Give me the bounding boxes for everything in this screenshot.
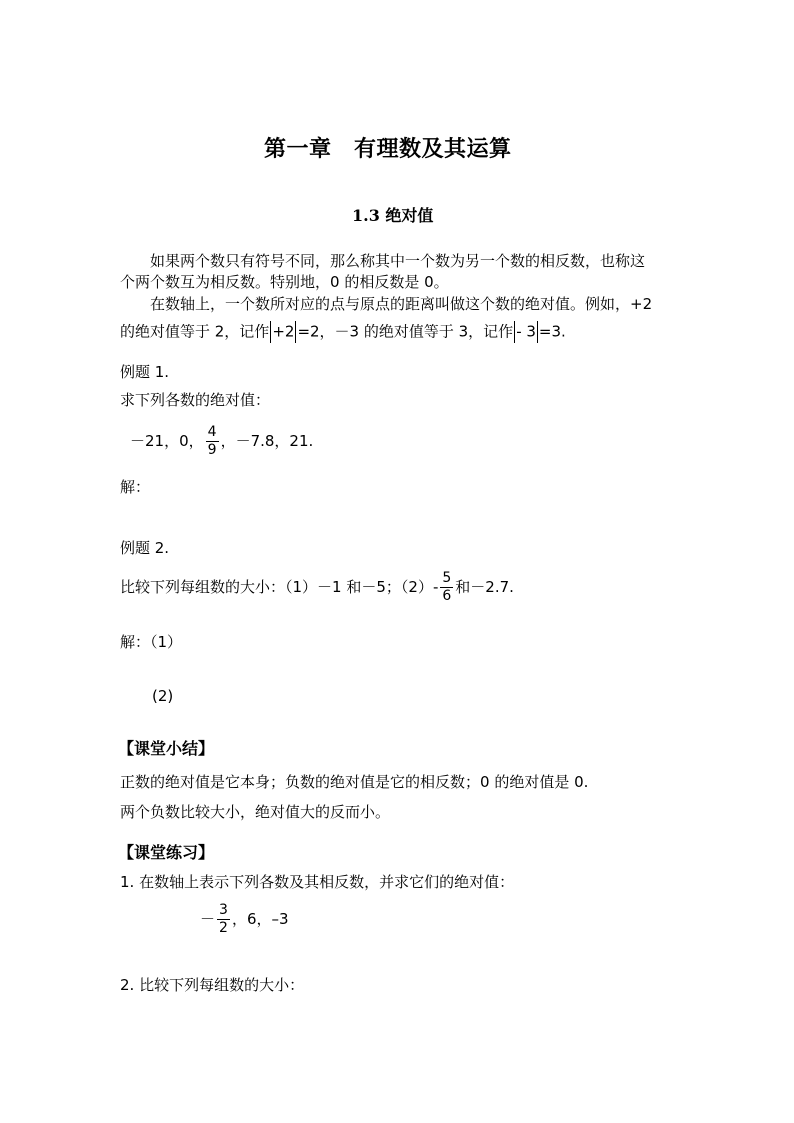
para2-text-b: =2，－3 的绝对值等于 3，记作 [297,322,514,341]
summary-heading: 【课堂小结】 [118,739,215,758]
practice-q1-items [200,902,289,937]
fraction-numerator: 3 [219,902,228,918]
practice-q1-rest: ，6，–3 [231,910,289,928]
fraction-numerator: 5 [442,570,452,586]
fraction [217,902,230,937]
example1-solution: 解： [120,478,151,496]
abs-value-2: - 3 [516,322,536,341]
fraction-denominator: 9 [207,442,217,458]
para1-line2: 个两个数互为相反数。特别地，0 的相反数是 0。 [120,273,449,291]
fraction [440,570,453,605]
fraction [206,424,219,459]
example2-prompt-b: 和－2.7. [455,578,514,596]
fraction-denominator: 2 [219,920,228,936]
summary-line1: 正数的绝对值是它本身；负数的绝对值是它的相反数；0 的绝对值是 0. [120,773,589,791]
para2-text-a: 的绝对值等于 2，记作 [120,322,270,341]
example1-label: 例题 1. [120,363,170,381]
minus-sign: － [200,910,216,928]
example1-items-a: －21，0， [130,432,204,450]
example2-solution-2: (2) [152,687,174,705]
practice-heading: 【课堂练习】 [118,843,215,862]
example2-prompt [120,570,514,605]
section-title: 1.3 绝对值 [352,206,434,225]
fraction-numerator: 4 [207,424,217,440]
example2-solution-1: 解：（1） [120,633,183,651]
chapter-title: 第一章 有理数及其运算 [264,136,512,162]
para2-text-c: =3. [538,322,566,341]
para2-line1: 在数轴上，一个数所对应的点与原点的距离叫做这个数的绝对值。例如，+2 [150,295,653,313]
fraction-denominator: 6 [442,588,452,604]
example1-items-b: ，－7.8，21. [220,432,314,450]
practice-q1: 1. 在数轴上表示下列各数及其相反数，并求它们的绝对值： [120,873,515,891]
example2-prompt-a: 比较下列每组数的大小：（1）－1 和－5；（2）- [120,578,439,596]
abs-bar-right [537,321,538,343]
abs-value-1: +2 [272,322,295,341]
example2-label: 例题 2. [120,539,170,557]
para1-line1: 如果两个数只有符号不同，那么称其中一个数为另一个数的相反数，也称这 [150,252,646,270]
summary-line2: 两个负数比较大小，绝对值大的反而小。 [120,803,391,821]
example1-items [130,424,313,459]
practice-q2: 2. 比较下列每组数的大小： [120,976,305,994]
example1-prompt: 求下列各数的绝对值： [120,391,271,409]
para2-line2 [120,321,566,343]
